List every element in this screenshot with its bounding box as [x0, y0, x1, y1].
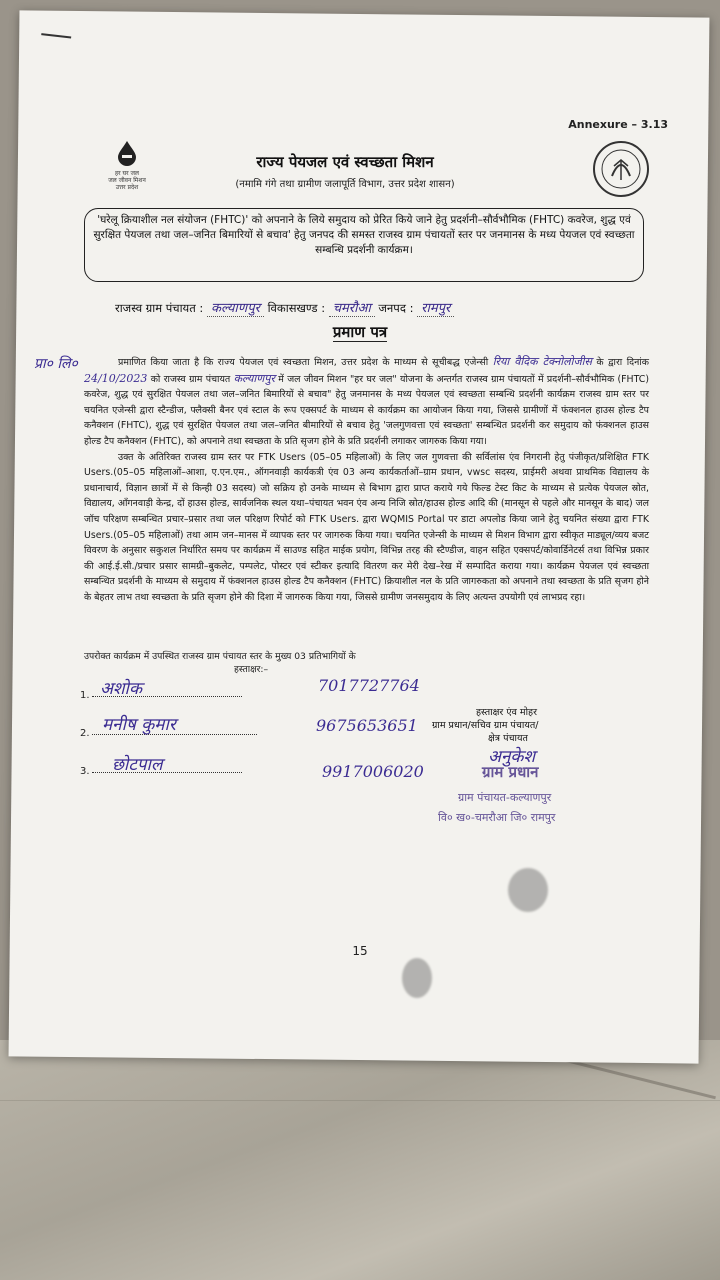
participant-number: 2.	[80, 728, 90, 739]
participant-number: 3.	[80, 766, 90, 777]
stamp-title: ग्राम प्रधान	[482, 763, 539, 781]
page-number: 15	[352, 944, 368, 958]
participant-signature: मनीष कुमार	[102, 715, 176, 735]
agency-suffix-handwritten: प्रा० लि०	[34, 356, 78, 372]
program-title-box	[84, 208, 644, 282]
pen-mark	[41, 33, 71, 38]
up-government-emblem	[592, 140, 650, 198]
gp-label: राजस्व ग्राम पंचायत :	[115, 301, 204, 315]
document-title: राज्य पेयजल एवं स्वच्छता मिशन	[256, 153, 434, 171]
logo-tagline: हर घर जल	[115, 170, 139, 177]
stamp-line: ग्राम पंचायत-कल्याणपुर	[458, 791, 552, 804]
gp-value: कल्याणपुर	[207, 301, 264, 317]
block-value: चमरौआ	[329, 301, 375, 317]
floor-line	[0, 1100, 720, 1101]
certificate-body	[84, 354, 649, 606]
district-value: रामपुर	[417, 301, 454, 317]
participants-intro: उपरोक्त कार्यक्रम में उपस्थित राजस्व ग्राम पंचायत स्तर के मुख्य 03 प्रतिभागियों के हस्ताक्षर:–	[84, 651, 356, 675]
participant-signature: छोटपाल	[112, 755, 163, 775]
panchayat-details-row	[115, 298, 675, 316]
signature-caption: हस्ताक्षर एंव मोहर	[476, 707, 537, 718]
participant-number: 1.	[80, 690, 90, 701]
date-handwritten: 24/10/2023	[84, 371, 148, 385]
water-drop-icon	[114, 140, 140, 166]
annexure-label: Annexure – 3.13	[568, 118, 668, 131]
ink-smudge	[508, 868, 548, 912]
pradhan-signature: अनुकेश	[488, 747, 536, 767]
floor-background	[0, 1040, 720, 1280]
document-subtitle: (नमामि गंगे तथा ग्रामीण जलापूर्ति विभाग, उत्तर प्रदेश शासन)	[235, 179, 455, 190]
block-label: विकासखण्ड :	[267, 301, 326, 315]
agency-name-handwritten: रिया वैदिक टेक्नोलोजीस	[492, 355, 592, 368]
program-title-text: 'घरेलू क्रियाशील नल संयोजन (FHTC)' को अपनाने के लिये समुदाय को प्रेरित किये जाने हेतु प्रदर्शनी–सौर्वभौमिक (FHTC) कवरेज, शुद्ध एवं सुरक्षित पेयजल तथा जल–जनित बिमारियों से बचाव' हेतु जनपद की समस्त राजस्व ग्राम पंचायतों स्तर पर जनमानस के मध्य पेयजल एवं स्वच्छता सम्बन्धि प्रदर्शनी कार्यक्रम।	[93, 214, 635, 256]
participant-phone: 9917006020	[322, 762, 424, 781]
har-ghar-jal-logo	[92, 140, 162, 191]
ink-smudge	[402, 958, 432, 998]
certificate-heading: प्रमाण पत्र	[332, 323, 388, 341]
participant-phone: 9675653651	[316, 716, 418, 735]
signature-designation: ग्राम प्रधान/सचिव ग्राम पंचायत/	[432, 720, 539, 731]
participant-phone: 7017727764	[318, 676, 420, 695]
stamp-line: वि० ख०-चमरौआ जि० रामपुर	[438, 811, 556, 824]
paragraph-2: उक्त के अतिरिक्त राजस्व ग्राम स्तर पर FTK Users (05–05 महिलाओं) के लिए जल गुणवत्ता की सर्विलांस एंव निगरानी हेतु पंजीकृत/प्रशिक्षित FTK Users.(05–05 महिलाओं–आशा, ए.एन.एम., ऑगनवाड़ी कार्यकत्री एंव 03 अन्य कार्यकर्ताओं–ग्राम प्रधान, vwsc सदस्य, प्राईमरी अथवा प्राथमिक विद्यालय के प्रधानाचार्य, विज्ञान छात्रों में से किन्ही 03 सदस्य) जो सक्रिय हो उनके माध्यम से बिभाग द्वारा प्राप्त कराये गये फिल्ड टेस्ट किट के माध्यम से प्रत्येक पेयजल स्रोत, विद्यालय, आँगनवाड़ी केन्द्र, दों हाउस होल्ड, सार्वजनिक स्थल यथा–पंचायत भवन एंव अन्य निजि स्रोत/हाउस होल्ड आदि की (मानसून से पहले और मानसून के बाद) जल जॉच परिक्षण सम्बन्धित प्रचार–प्रसार तथा जल परिक्षण रिपोर्ट को FTK Users. द्वारा WQMIS Portal पर डाटा अपलोड किया जाने हेतु चयनित संख्या द्वारा FTK Users.(05–05 महिलाओं) तथा आम जन–मानस में व्यापक स्तर पर जागरुक किया गया। चयनित एजेन्सी के माध्यम से मिशन विभाग द्वारा स्वीकृत माड्यूल/व्यय बजट विवरण के अनुसार सकुशल निर्धारित समय पर कार्यक्रम में साउण्ड सहित माईक प्रयोग, विभिन्न तरह की स्टैण्डीज, वाहन सहित एक्सपर्ट/कोवार्डिनेटर्स तथा विभिन्न प्रकार की आई.ई.सी./प्रचार प्रसार सामग्री–बुकलेट, पम्पलेट, पोस्टर एवं स्टीकर इत्यादि वितरण कर मेरी देख–रेख में सम्पादित कराया गया। कार्यक्रम पेयजल एवं स्वच्छता सम्बन्धित प्रदर्शनी के माध्यम से समुदाय में फंक्शनल हाउस होल्ड टैप कनैक्शन (FHTC) क्रियाशील नल के प्रति जागरुकता को अपनाने तथा स्वच्छता के प्रति सृजग होने के बेहतर लाभ तथा स्वच्छता के प्रति सृजग होने की दिशा में जागरुक किया गया, जिससे ग्रामीण जनसमुदाय के लिए अत्यन्त उपयोगी एवं लाभप्रद रहा।	[84, 451, 649, 603]
participant-signature: अशोक	[100, 679, 143, 699]
gp-handwritten: कल्याणपुर	[233, 371, 275, 385]
paragraph-1: प्रमाणित किया जाता है कि राज्य पेयजल एवं स्वच्छता मिशन, उत्तर प्रदेश के माध्यम से सूचीबद्ध एजेन्सी रिया वैदिक टेक्नोलोजीस के द्वारा दिनांक 24/10/2023 को राजस्व ग्राम पंचायत कल्याणपुर में जल जीवन मिशन "हर घर जल" योजना के अन्तर्गत राजस्व ग्राम पंचायतों में प्रदर्शनी–सौर्वभौमिक (FHTC) कवरेज, शुद्ध एवं सुरक्षित पेयजल तथा जल–जनित बिमारियों से बचाव" हेतु जनमानस के मध्य पेयजल एवं स्वच्छता सम्बन्धि प्रदर्शनी कार्यक्रम राजस्व ग्राम स्तर पर चयनित एजेन्सी द्वारा स्टैन्डीज, फ्लैक्सी बैनर एवं स्टाल के रूप एक्सपर्ट के माध्यम से कार्यक्रम का आयोजन किया गया, जिससे ग्रामीणों में फंक्शनल हाउस होल्ड टैप कनैक्शन (FHTC), शुद्ध एवं सुरक्षित पेयजल तथा जल–जनित बीमारियों से बचाव हेतु 'जलगुणवत्ता एवं स्वच्छता' सम्बन्धित प्रदर्शनी कर समुदाय को फंक्शनल हाउस होल्ड टैप कनैक्शन (FHTC), को अपनाने तथा स्वच्छता के प्रति सृजग होने के प्रति प्रदर्शनी लगाकर जागरुक किया गया।	[84, 355, 649, 447]
signature-designation-2: क्षेत्र पंचायत	[488, 733, 528, 744]
logo-line2: जल जीवन मिशन	[108, 177, 146, 184]
logo-line3: उत्तर प्रदेश	[115, 184, 139, 191]
district-label: जनपद :	[378, 301, 414, 315]
signature-block	[432, 706, 632, 745]
